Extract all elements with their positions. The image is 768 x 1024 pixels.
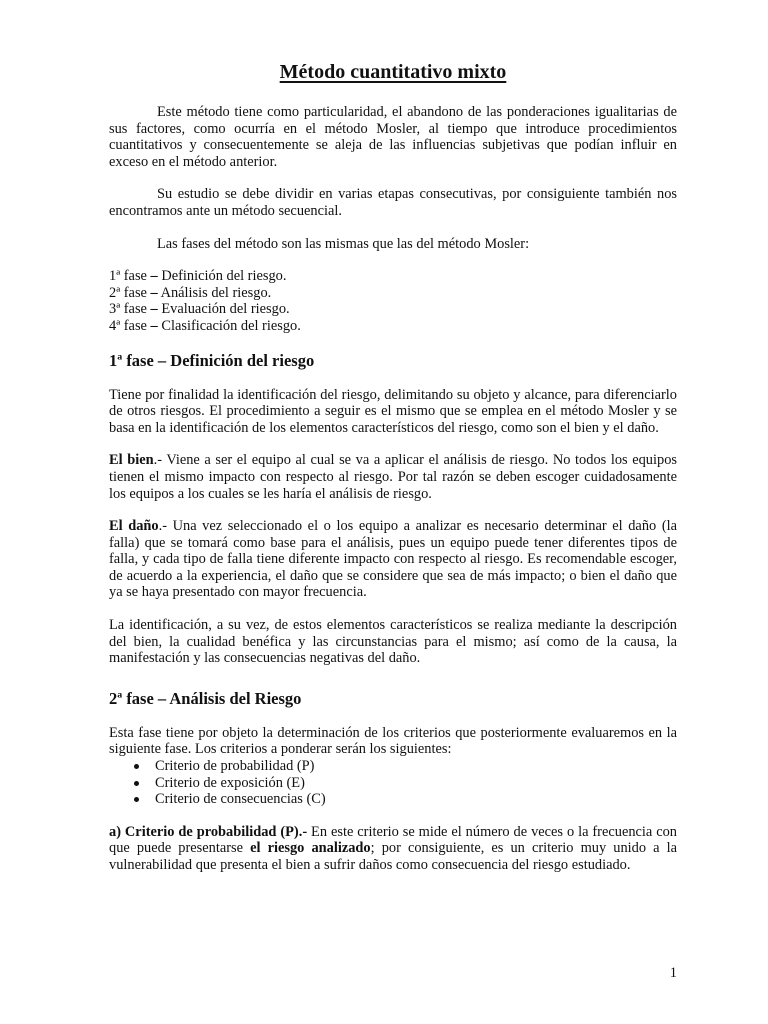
- phase-text: Clasificación del riesgo.: [161, 317, 301, 334]
- criteria-list: [109, 758, 677, 808]
- document-page: [109, 60, 677, 874]
- phase-dash: –: [150, 268, 158, 285]
- section-2-heading-superscript: a: [117, 689, 123, 701]
- section-1-paragraph-4: La identificación, a su vez, de estos elementos característicos se realiza mediante la descripción del bien, la cualidad benéfica y las circunstancias para el mismo; así como de la causa, la manifestación y las consecuencias negativas del daño.: [109, 617, 677, 667]
- criterion-text: Criterio de consecuencias (C): [155, 791, 326, 808]
- criterion-text: Criterio de probabilidad (P): [155, 758, 315, 775]
- phase-item: [109, 301, 677, 318]
- page-number: 1: [669, 965, 677, 981]
- probability-text-1: En este criterio se mide el número de veces o la frecuencia con que puede presentarse: [109, 823, 678, 857]
- phase-dash: –: [150, 301, 158, 318]
- probability-text-2: ; por consiguiente, es un criterio muy unido a la vulnerabilidad que presenta el bien a sufrir daños como consecuencia del riesgo estudiado.: [109, 840, 677, 873]
- section-2-heading-text: fase – Análisis del Riesgo: [122, 688, 302, 708]
- list-item: [134, 775, 677, 792]
- section-1-paragraph-1: Tiene por finalidad la identificación del riesgo, delimitando su objeto y alcance, para diferenciarlo de otros riesgos. El procedimiento a seguir es el mismo que se emplea en el método Mosler y se basa en la identificación de los elementos característicos del riesgo, como son el bien y el daño.: [109, 386, 677, 436]
- criterion-text: Criterio de exposición (E): [155, 774, 305, 791]
- section-2-heading: [109, 689, 677, 709]
- intro-paragraph-1: Este método tiene como particularidad, el abandono de las ponderaciones igualitarias de sus factores, como ocurría en el método Mosler, al tiempo que introduce procedimientos cuantitativos y consecuentemente se aleja de las influencias subjetivas que podían influir en exceso en el método anterior.: [109, 104, 677, 170]
- intro-paragraph-2: Su estudio se debe dividir en varias etapas consecutivas, por consiguiente también nos encontramos ante un método secuencial.: [109, 186, 677, 219]
- probability-paragraph: [109, 824, 677, 874]
- phase-text: Definición del riesgo.: [161, 268, 287, 285]
- phase-list: [109, 268, 677, 334]
- intro-paragraph-3: Las fases del método son las mismas que las del método Mosler:: [157, 235, 530, 252]
- bullet-icon: [134, 764, 139, 769]
- page-title: Método cuantitativo mixto: [279, 61, 507, 83]
- phase-text: Evaluación del riesgo.: [161, 301, 290, 318]
- bullet-icon: [134, 797, 139, 802]
- bullet-icon: [134, 781, 139, 786]
- phase-item: [109, 268, 677, 285]
- bien-paragraph: [109, 452, 677, 502]
- probability-label: a) Criterio de probabilidad (P).-: [109, 823, 308, 840]
- probability-bold-text: el riesgo analizado: [250, 840, 371, 857]
- section-1-heading-superscript: a: [117, 351, 123, 363]
- dano-paragraph: [109, 518, 677, 601]
- section-1-heading-number: 1: [109, 350, 118, 370]
- phase-number: 2ª fase: [109, 284, 147, 301]
- section-2-paragraph-1: Esta fase tiene por objeto la determinación de los criterios que posteriormente evaluaremos en la siguiente fase. Los criterios a ponderar serán los siguientes:: [109, 724, 677, 758]
- dano-text: .- Una vez seleccionado el o los equipo a analizar es necesario determinar el daño (la falla) que se tomará como base para el análisis, pues un equipo puede tener diferentes tipos de falla, y cada tipo de falla tiene diferente impacto con respecto al riesgo. Es recomendable escoger, de acuerdo a la experiencia, el daño que se considere que sea de más impacto; o bien el daño que ya se haya presentado con mayor frecuencia.: [109, 518, 677, 601]
- phase-text: Análisis del riesgo.: [160, 284, 272, 301]
- section-1-heading: [109, 351, 677, 371]
- section-1-heading-text: fase – Definición del riesgo: [122, 350, 315, 370]
- list-item: [134, 758, 677, 775]
- phase-dash: –: [150, 284, 158, 301]
- section-2-heading-number: 2: [109, 688, 118, 708]
- list-item: [134, 791, 677, 808]
- bien-text: .- Viene a ser el equipo al cual se va a aplicar el análisis de riesgo. No todos los equipos tienen el mismo impacto con respecto al riesgo. Por tal razón se deben escoger cuidadosamente los equipos a los cuales se les haría el análisis de riesgo.: [109, 452, 677, 502]
- phase-number: 3ª fase: [109, 301, 147, 318]
- phase-dash: –: [150, 317, 158, 334]
- phase-item: [109, 285, 677, 302]
- phase-number: 1ª fase: [109, 268, 147, 285]
- phase-item: [109, 318, 677, 335]
- phase-number: 4ª fase: [109, 317, 147, 334]
- bien-label: El bien: [109, 452, 154, 469]
- dano-label: El daño: [109, 518, 159, 535]
